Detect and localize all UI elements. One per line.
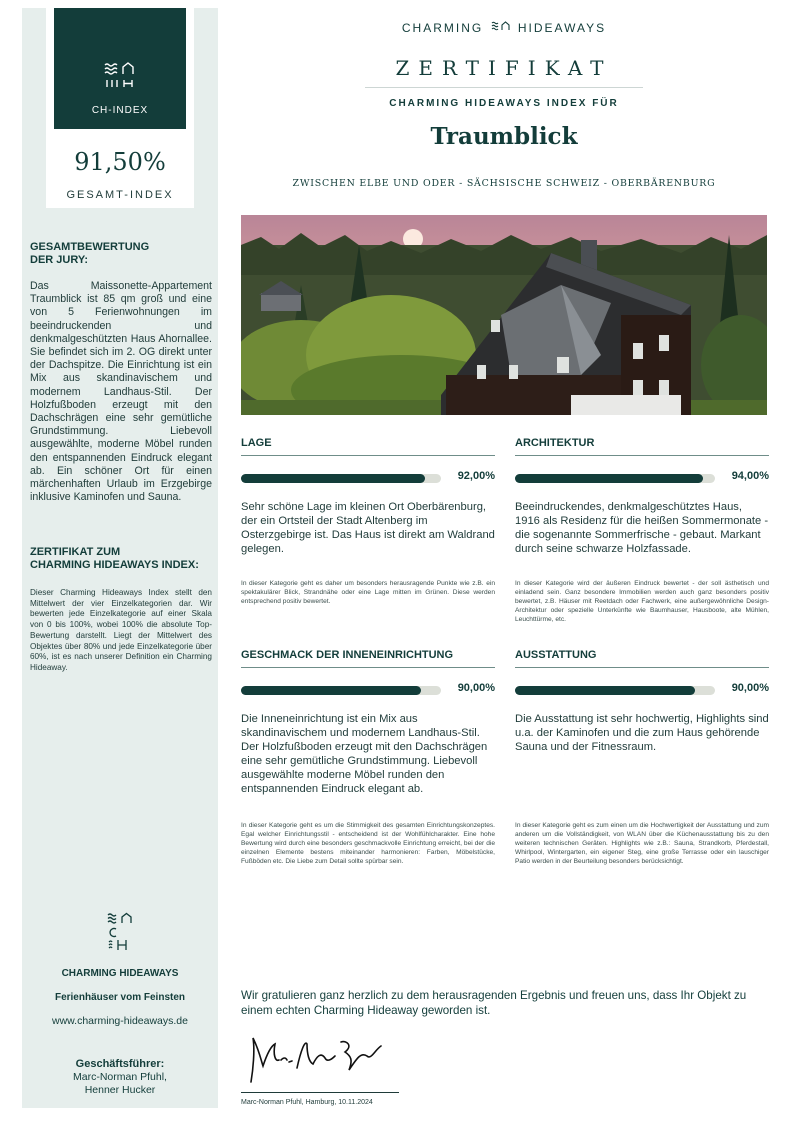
certificate-title: ZERTIFIKAT [395,56,613,80]
website-link[interactable]: www.charming-hideaways.de [52,1015,188,1027]
score-bar [515,680,769,700]
score-track [241,474,441,483]
location-line: ZWISCHEN ELBE UND ODER - SÄCHSISCHE SCHWEIZ - OBERBÄRENBURG [292,178,716,189]
category-description: Die Inneneinrichtung ist ein Mix aus skandinavischem und modernem Landhaus-Stil. Der Holzfußboden erzeugt mit den Dachschrägen eine sehr gemütliche Grundstimmung. Liebevoll ausgewählte moderne Möbel runden den entspannenden Eindruck elegant ab. [241,713,488,795]
score-track [515,686,715,695]
header-brand-right: HIDEAWAYS [517,21,607,35]
score-percent: 90,00% [731,682,769,694]
brand-tagline: Ferienhäuser vom Feinsten [54,992,186,1003]
property-photo [241,215,767,415]
category-title: AUSSTATTUNG [515,649,769,668]
score-track [515,474,715,483]
category-description: Sehr schöne Lage im kleinen Ort Oberbärenburg, der ein Ortsteil der Stadt Altenberg im Osterzgebirge ist. Das Haus ist direkt am Waldrand gelegen. [241,501,495,555]
category-ausstattung [515,649,769,754]
category-note: In dieser Kategorie geht es um die Stimmigkeit des gesamten Einrichtungskonzeptes. Egal welcher Einrichtungsstil - entscheidend ist der Wohlfühlcharakter. Eine hohe Bewertung wird durch eine besonders geschmackvolle Einrichtung erreicht, bei der die einzelnen Elemente bestens miteinander harmonieren: Farben, Möbelstücke, Fußböden etc. Die Liebe zum Detail sollte spürbar sein. [241,822,495,865]
category-description: Die Ausstattung ist sehr hochwertig, Highlights sind u.a. der Kaminofen und die zum Haus gehörende Sauna und der Fitnessraum. [515,713,769,753]
sidebar [22,8,218,1108]
score-bar [241,680,495,700]
score-fill [241,686,421,695]
category-inneneinrichtung [241,649,495,796]
category-description: Beeindruckendes, denkmalgeschütztes Haus, 1916 als Residenz für die heißen Sommermonate - die sogenannte Sommerfrische - gebaut. Markant durch seine schwarze Holzfassade. [515,501,769,555]
score-percent: 92,00% [457,470,495,482]
index-badge [54,8,186,129]
logo-icon [104,62,136,90]
ch-index-label: CH-INDEX [91,105,149,116]
score-fill [515,474,703,483]
category-title: LAGE [241,437,495,456]
index-card [46,8,194,208]
header-logo-icon [491,20,511,34]
signature-image [241,1030,401,1090]
brand-name: CHARMING HIDEAWAYS [61,968,179,979]
score-fill [515,686,695,695]
score-bar [515,468,769,488]
signature-line [241,1092,399,1093]
congratulations-text: Wir gratulieren ganz herzlich zu dem herausragenden Ergebnis und freuen uns, dass Ihr Objekt zu einem echten Charming Hideaway geworden ist. [241,989,747,1017]
category-title: GESCHMACK DER INNENEINRICHTUNG [241,649,495,668]
category-title: ARCHITEKTUR [515,437,769,456]
signature-caption: Marc-Norman Pfuhl, Hamburg, 10.11.2024 [241,1099,373,1106]
header-brand [240,20,768,35]
header-divider [365,87,643,88]
management-label: Geschäftsführer: [75,1058,165,1070]
category-note: In dieser Kategorie geht es daher um besonders herausragende Punkte wie z.B. ein spektakulärer Blick, Strandnähe oder eine Lage mitten im Grünen. Diese werden entsprechend positiv bewertet. [241,580,495,605]
certificate-heading-line2: CHARMING HIDEAWAYS INDEX: [30,559,199,571]
jury-heading-line1: GESAMTBEWERTUNG [30,241,150,253]
certificate-heading [30,546,212,572]
brand-logo-icon [106,912,134,952]
total-index-label: GESAMT-INDEX [66,189,174,201]
jury-heading-line2: DER JURY: [30,254,89,266]
header-brand-left: CHARMING [401,21,484,35]
category-note: In dieser Kategorie wird der äußeren Eindruck bewertet - der soll ästhetisch und einladend sein. Ganz besondere Immobilien werden auch ganz besonders positiv bewertet, z.B. Häuser mit Reetdach oder Fachwerk, eine außergewöhnliche Design-Architektur oder spezielle Unterkünfte wie Baumhauser, Hausboote, alte Mühlen, Leuchttürme, etc. [515,580,769,623]
score-percent: 94,00% [731,470,769,482]
certificate-text: Dieser Charming Hideaways Index stellt den Mittelwert der vier Einzelkategorien dar. Wir bewerten jede Einzelkategorie auf einer Skala von 0 bis 100%, wobei 100% die absolute Top-Bewertung darstellt. Liegt der Mittelwert des Objektes über 80% und jede Einzelkategorie über 60%, ist es nach unserer Definition ein Charming Hideaway. [30,588,212,672]
jury-text: Das Maissonette-Appartement Traumblick ist 85 qm groß und eine von 5 Ferienwohnungen im beeindruckenden und denkmalgeschützten Haus Ahornallee. Sie befindet sich im 2. OG direkt unter der Dachspitze. Die Einrichtung ist ein Mix aus skandinavischem und modernem Landhaus-Stil. Der Holzfußboden erzeugt mit den Dachschrägen eine sehr gemütliche Grundstimmung. Liebevoll ausgewählte, moderne Möbel runden den entspannenden Eindruck elegant ab. Ein schöner Ort für einen märchenhaften Urlaub im Erzgebirge inklusive Kaminofen und Sauna. [30,280,212,504]
property-name: Traumblick [430,123,578,150]
score-bar [241,468,495,488]
management-name-2: Henner Hucker [84,1084,156,1096]
index-for-label: CHARMING HIDEAWAYS INDEX FÜR [389,98,619,109]
certificate-heading-line1: ZERTIFIKAT ZUM [30,546,121,558]
management-name-1: Marc-Norman Pfuhl, [73,1071,167,1083]
jury-heading [30,241,210,267]
category-note: In dieser Kategorie geht es zum einen um die Hochwertigkeit der Ausstattung und zum anderen um die Vollständigkeit, von WLAN über die Küchenausstattung bis zu den weiteren technischen Geräten. Highlights wie z.B.: Sauna, Strandkorb, Pferdestall, Whirlpool, Wintergarten, ein eigener Steg, eine große Terrasse oder ein lauschiger Patio werden in der Beurteilung besonders berücksichtigt. [515,822,769,865]
category-architektur [515,437,769,556]
score-fill [241,474,425,483]
score-percent: 90,00% [457,682,495,694]
score-track [241,686,441,695]
total-index-value: 91,50% [74,148,166,176]
category-lage [241,437,495,556]
